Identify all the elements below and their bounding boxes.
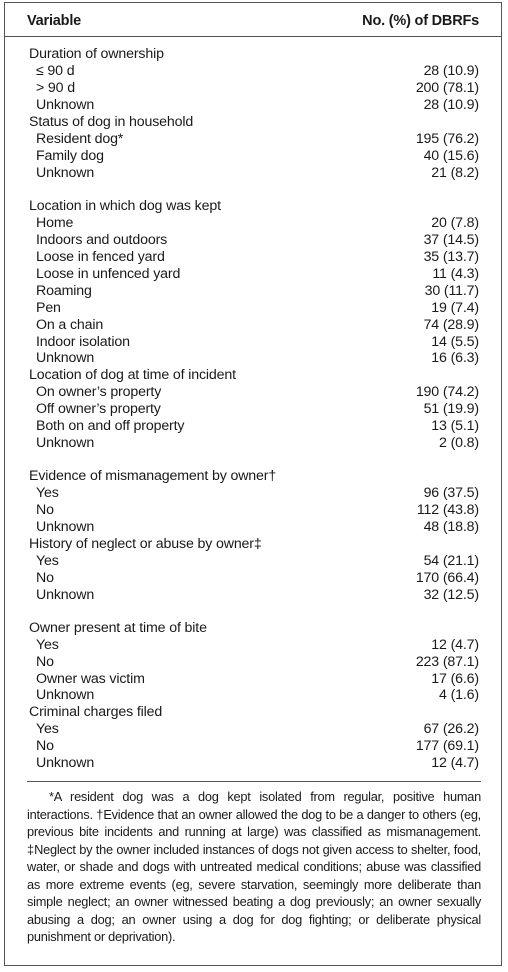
row-value: 195 (76.2) — [415, 131, 479, 147]
table-row — [5, 97, 501, 114]
row-value: 223 (87.1) — [415, 654, 479, 670]
table-row — [5, 215, 501, 232]
table-row — [5, 232, 501, 249]
table-row — [5, 519, 501, 536]
row-value: 21 (8.2) — [431, 165, 479, 181]
table-row — [5, 266, 501, 283]
count-column-header: No. (%) of DBRFs — [362, 13, 479, 29]
row-value: 35 (13.7) — [423, 249, 479, 265]
table-row — [5, 553, 501, 570]
table-row-group-heading — [5, 704, 501, 721]
row-label: Loose in unfenced yard — [36, 266, 181, 282]
row-value: 14 (5.5) — [431, 334, 479, 350]
row-value: 40 (15.6) — [423, 148, 479, 164]
table-row — [5, 418, 501, 435]
row-value: 177 (69.1) — [415, 738, 479, 754]
table-row — [5, 738, 501, 755]
row-value: 200 (78.1) — [415, 80, 479, 96]
row-label: Unknown — [36, 435, 95, 451]
row-label: Loose in fenced yard — [36, 249, 165, 265]
table-row — [5, 334, 501, 351]
row-label: Status of dog in household — [29, 114, 194, 130]
table-row-group-heading — [5, 114, 501, 131]
row-value: 28 (10.9) — [423, 63, 479, 79]
row-label: Duration of ownership — [29, 46, 164, 62]
table-row — [5, 384, 501, 401]
table-row — [5, 755, 501, 772]
table-row — [5, 80, 501, 97]
row-label: Evidence of mismanagement by owner† — [29, 468, 277, 484]
row-label: Off owner’s property — [36, 401, 161, 417]
row-label: No — [36, 654, 54, 670]
row-label: Unknown — [36, 350, 95, 366]
row-label: Both on and off property — [36, 418, 185, 434]
row-label: Unknown — [36, 755, 95, 771]
row-label: Home — [36, 215, 74, 231]
table-header — [5, 3, 501, 37]
row-value: 74 (28.9) — [423, 317, 479, 333]
table-row-group-heading — [5, 536, 501, 553]
row-label: Unknown — [36, 587, 95, 603]
row-value: 112 (43.8) — [416, 502, 479, 518]
row-value: 30 (11.7) — [424, 283, 479, 299]
table-row — [5, 435, 501, 452]
row-value: 51 (19.9) — [423, 401, 479, 417]
table-row-group-heading — [5, 46, 501, 63]
row-label: Yes — [36, 721, 59, 737]
row-value: 12 (4.7) — [431, 637, 479, 653]
row-label: Unknown — [36, 97, 95, 113]
row-label: Yes — [36, 553, 59, 569]
table-row — [5, 485, 501, 502]
row-value: 12 (4.7) — [431, 755, 479, 771]
row-label: Indoors and outdoors — [36, 232, 168, 248]
variable-column-header: Variable — [27, 13, 82, 29]
table-row — [5, 671, 501, 688]
row-label: No — [36, 738, 54, 754]
row-value: 170 (66.4) — [415, 570, 479, 586]
table-row — [5, 721, 501, 738]
table-row — [5, 637, 501, 654]
table-footnote: *A resident dog was a dog kept isolated from regular, positive human interactions. †Evidence that an owner allowed the dog to be a danger to others (eg, previous bite incidents and running at large) was classified as mismanagement. ‡Neglect by the owner included instances of dogs not given access to shelter, food, water, or shade and dogs with untreated medical conditions; abuse was classified as more extreme events (eg, severe starvation, seemingly more deliberate than simple neglect; an owner witnessed beating a dog previously; an owner sexually abusing a dog; an owner using a dog for dog fighting; or deliberate physical punishment or deprivation). — [27, 781, 481, 963]
table-row-group-heading — [5, 468, 501, 485]
row-label: On a chain — [36, 317, 104, 333]
row-label: Pen — [36, 300, 61, 316]
table-row — [5, 165, 501, 182]
row-label: No — [36, 570, 54, 586]
row-value: 13 (5.1) — [431, 418, 479, 434]
table-row-group-heading — [5, 198, 501, 215]
row-label: Yes — [36, 485, 59, 501]
table-row — [5, 570, 501, 587]
table-row-group-heading — [5, 367, 501, 384]
row-value: 190 (74.2) — [415, 384, 479, 400]
table-row — [5, 63, 501, 80]
row-value: 16 (6.3) — [431, 350, 479, 366]
row-label: Yes — [36, 637, 59, 653]
row-value: 32 (12.5) — [423, 587, 479, 603]
table-row — [5, 317, 501, 334]
row-value: 2 (0.8) — [439, 435, 479, 451]
row-value: 4 (1.6) — [439, 687, 479, 703]
table-row — [5, 687, 501, 704]
row-value: 19 (7.4) — [431, 300, 479, 316]
row-label: Indoor isolation — [36, 334, 130, 350]
table-row — [5, 131, 501, 148]
table-row — [5, 300, 501, 317]
table-frame — [4, 2, 502, 966]
table-row — [5, 350, 501, 367]
row-label: Location of dog at time of incident — [29, 367, 236, 383]
row-label: Owner was victim — [36, 671, 145, 687]
row-label: Owner present at time of bite — [29, 620, 207, 636]
table-row — [5, 249, 501, 266]
row-label: Unknown — [36, 687, 95, 703]
table-row — [5, 401, 501, 418]
row-label: Roaming — [36, 283, 92, 299]
row-label: Unknown — [36, 165, 95, 181]
row-label: On owner’s property — [36, 384, 162, 400]
row-label: No — [36, 502, 54, 518]
table-row — [5, 654, 501, 671]
row-label: Unknown — [36, 519, 95, 535]
row-value: 48 (18.8) — [423, 519, 479, 535]
row-value: 11 (4.3) — [432, 266, 479, 282]
row-value: 67 (26.2) — [423, 721, 479, 737]
row-label: Family dog — [36, 148, 104, 164]
table-row — [5, 502, 501, 519]
table-row — [5, 283, 501, 300]
row-label: Resident dog* — [36, 131, 124, 147]
table-row-group-heading — [5, 620, 501, 637]
row-label: > 90 d — [36, 80, 75, 96]
row-value: 28 (10.9) — [423, 97, 479, 113]
table-row — [5, 148, 501, 165]
row-label: History of neglect or abuse by owner‡ — [29, 536, 262, 552]
row-value: 37 (14.5) — [423, 232, 479, 248]
row-value: 20 (7.8) — [431, 215, 479, 231]
row-label: ≤ 90 d — [36, 63, 75, 79]
row-label: Criminal charges filed — [29, 704, 163, 720]
row-value: 96 (37.5) — [423, 485, 479, 501]
row-value: 54 (21.1) — [423, 553, 479, 569]
row-value: 17 (6.6) — [431, 671, 479, 687]
table-row — [5, 587, 501, 604]
row-label: Location in which dog was kept — [29, 198, 221, 214]
